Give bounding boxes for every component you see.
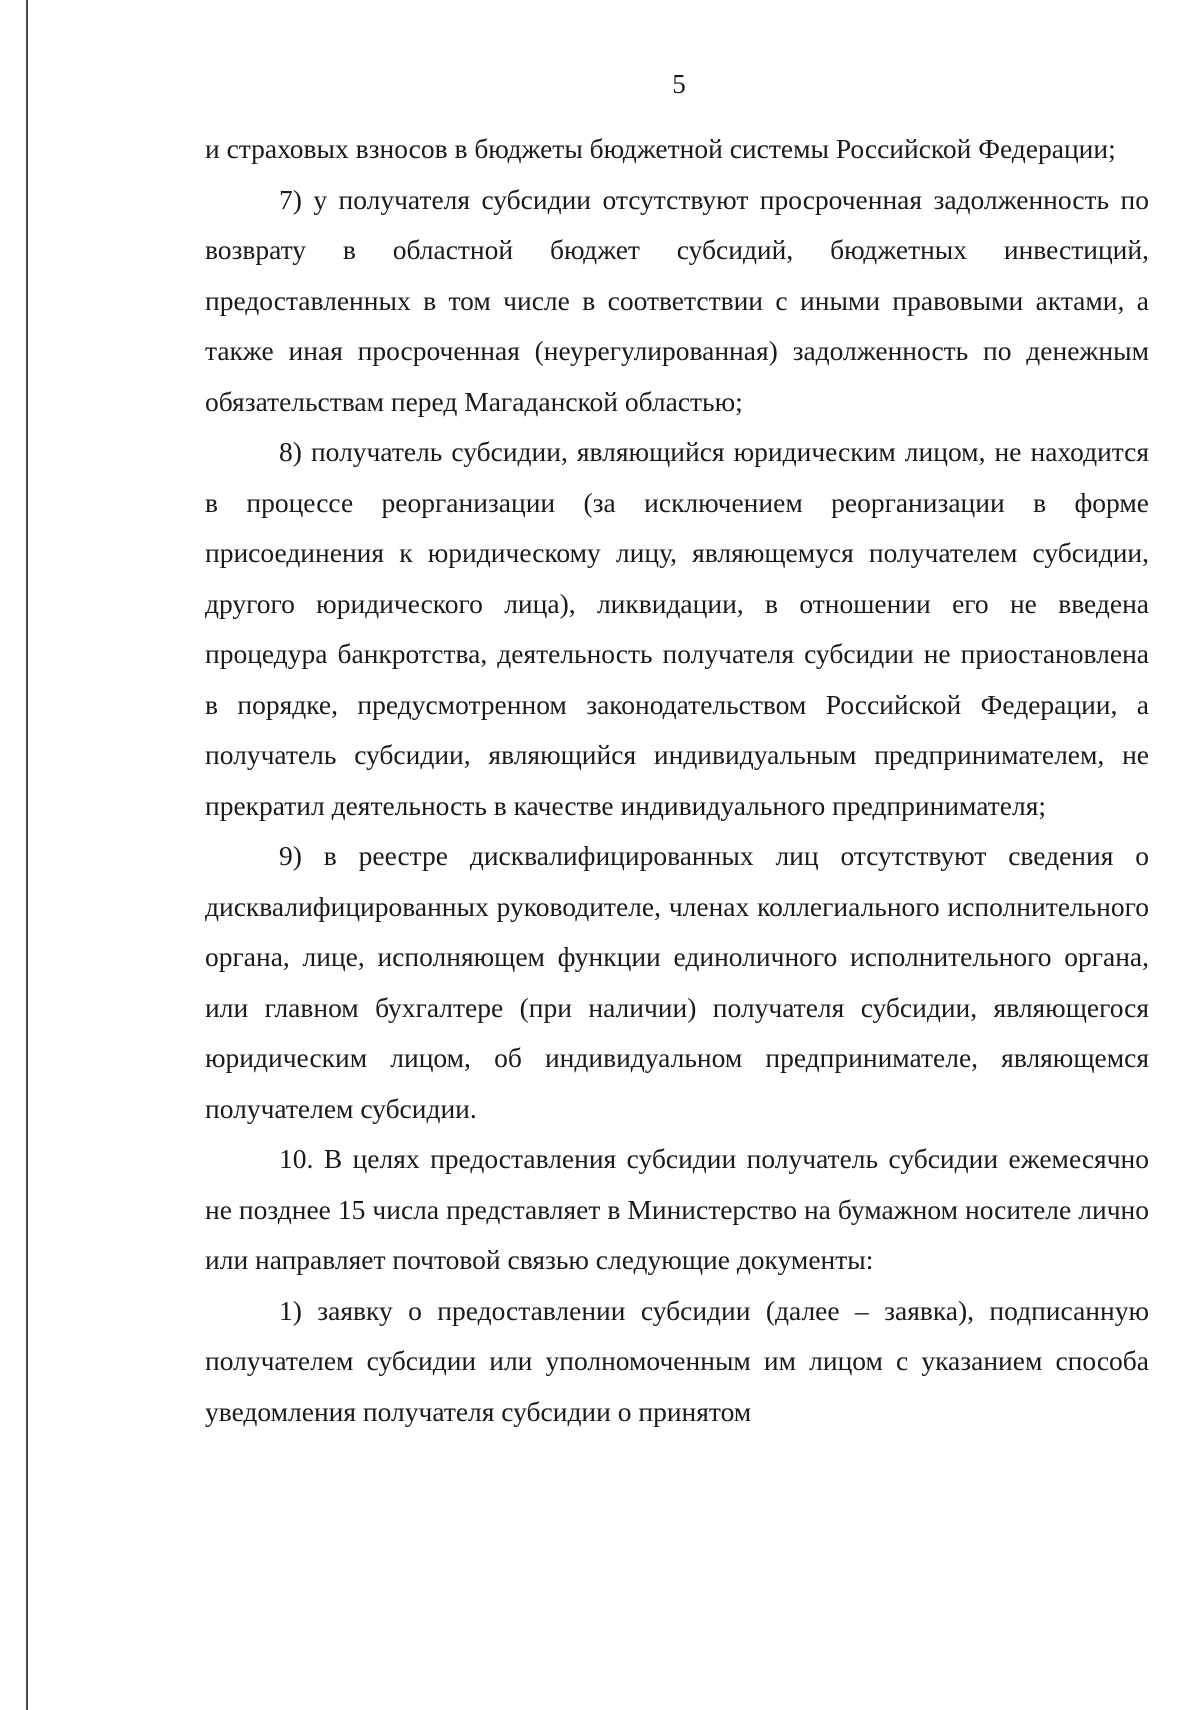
paragraph-subitem-1: 1) заявку о предоставлении субсидии (далее – заявка), подписанную получателем субсидии или уполномоченным им лицом с указанием способа уведомления получателя субсидии о принятом	[205, 1294, 1149, 1427]
paragraph-item-9: 9) в реестре дисквалифицированных лиц отсутствуют сведения о дисквалифицированных руководителе, членах коллегиального исполнительного органа, лице, исполняющем функции единоличного исполнительного органа, или главном бухгалтере (при наличии) получателя субсидии, являющегося юридическим лицом, об индивидуальном предпринимателе, являющемся получателем субсидии.	[205, 840, 1149, 1124]
paragraph-item-8: 8) получатель субсидии, являющийся юридическим лицом, не находится в процессе реорганизации (за исключением реорганизации в форме присоединения к юридическому лицу, являющемуся получателем субсидии, другого юридического лица), ликвидации, в отношении его не введена процедура банкротства, деятельность получателя субсидии не приостановлена в порядке, предусмотренном законодательством Российской Федерации, а получатель субсидии, являющийся индивидуальным предпринимателем, не прекратил деятельность в качестве индивидуального предпринимателя;	[205, 436, 1149, 821]
paragraph-item-7: 7) у получателя субсидии отсутствуют просроченная задолженность по возврату в областной бюджет субсидий, бюджетных инвестиций, предоставленных в том числе в соответствии с иными правовыми актами, а также иная просроченная (неурегулированная) задолженность по денежным обязательствам перед Магаданской областью;	[205, 183, 1149, 417]
page-number: 5	[672, 69, 686, 99]
paragraph-section-10: 10. В целях предоставления субсидии получатель субсидии ежемесячно не позднее 15 числа представляет в Министерство на бумажном носителе лично или направляет почтовой связью следующие документы:	[205, 1143, 1149, 1275]
paragraph-continuation: и страховых взносов в бюджеты бюджетной системы Российской Федерации;	[205, 133, 1116, 164]
scan-edge-line	[26, 0, 28, 1710]
document-body	[205, 124, 1149, 1437]
